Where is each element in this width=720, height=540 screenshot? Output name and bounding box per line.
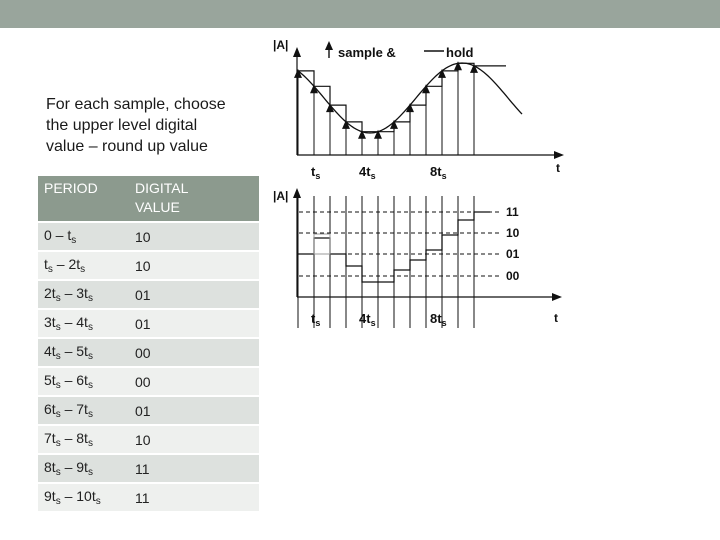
quantized-plot <box>273 188 562 328</box>
top-x-axis-arrowhead <box>554 151 564 159</box>
top-y-axis-label: |A| <box>273 38 289 52</box>
period-value-table <box>38 176 259 513</box>
top-title-bar <box>0 0 720 28</box>
table-row <box>38 425 259 454</box>
bottom-tick-8ts: $8t_s$ <box>430 311 447 328</box>
bottom-tick-4ts: $4t_s$ <box>359 311 376 328</box>
held-sample-box <box>314 234 330 254</box>
intro-line: the upper level digital <box>46 117 198 134</box>
top-tick-4ts: $4t_s$ <box>359 164 376 181</box>
table-row <box>38 396 259 425</box>
period-cell: $3t_s - 4t_s$ <box>38 309 129 338</box>
digital-value-cell: 11 <box>129 483 259 512</box>
header-digital: DIGITAL <box>135 180 189 196</box>
period-cell: $9t_s - 10t_s$ <box>38 483 129 512</box>
header-value: VALUE <box>135 199 180 215</box>
top-x-axis-label: t <box>556 161 560 175</box>
table-header-row <box>38 176 259 222</box>
level-label-01: 01 <box>506 247 520 261</box>
table-body <box>38 222 259 512</box>
period-cell: $t_s - 2t_s$ <box>38 251 129 280</box>
digital-value-cell: 00 <box>129 367 259 396</box>
table-row <box>38 309 259 338</box>
digital-value-cell: 00 <box>129 338 259 367</box>
table-row <box>38 454 259 483</box>
digital-value-cell: 10 <box>129 425 259 454</box>
sample-and-hold-plot <box>273 38 564 181</box>
intro-line: value – round up value <box>46 138 208 155</box>
intro-text <box>46 94 261 157</box>
hold-step-line <box>298 63 506 131</box>
period-cell: $5t_s - 6t_s$ <box>38 367 129 396</box>
table-row <box>38 251 259 280</box>
bottom-x-axis-arrowhead <box>552 293 562 301</box>
legend-sample-arrowhead <box>325 41 333 50</box>
bottom-tick-ts: $t_s$ <box>311 311 321 328</box>
table-row <box>38 483 259 512</box>
bottom-y-axis-label: |A| <box>273 189 289 203</box>
table-row <box>38 367 259 396</box>
intro-line: For each sample, choose <box>46 96 226 113</box>
sample-hold-diagram <box>266 30 586 330</box>
table-row <box>38 222 259 251</box>
bottom-x-axis-label: t <box>554 311 558 325</box>
period-cell: $2t_s - 3t_s$ <box>38 280 129 309</box>
digital-value-cell: 10 <box>129 222 259 251</box>
digital-value-cell: 11 <box>129 454 259 483</box>
digital-value-cell: 01 <box>129 396 259 425</box>
top-y-axis-arrowhead <box>293 47 301 57</box>
top-tick-ts: $t_s$ <box>311 164 321 181</box>
table-row <box>38 280 259 309</box>
period-cell: $7t_s - 8t_s$ <box>38 425 129 454</box>
level-label-11: 11 <box>506 205 519 219</box>
top-tick-8ts: $8t_s$ <box>430 164 447 181</box>
digital-value-cell: 01 <box>129 280 259 309</box>
table-row <box>38 338 259 367</box>
period-cell: $8t_s - 9t_s$ <box>38 454 129 483</box>
digital-value-cell: 10 <box>129 251 259 280</box>
level-label-00: 00 <box>506 269 520 283</box>
header-digital-value <box>129 176 259 222</box>
legend-sample-label: sample & <box>338 45 396 60</box>
legend-hold-label: hold <box>446 45 474 60</box>
period-cell: $4t_s - 5t_s$ <box>38 338 129 367</box>
period-cell: $6t_s - 7t_s$ <box>38 396 129 425</box>
level-label-10: 10 <box>506 226 520 240</box>
period-cell: $0 - t_s$ <box>38 222 129 251</box>
bottom-y-axis-arrowhead <box>293 188 301 198</box>
digital-value-cell: 01 <box>129 309 259 338</box>
header-period: PERIOD <box>38 176 129 222</box>
